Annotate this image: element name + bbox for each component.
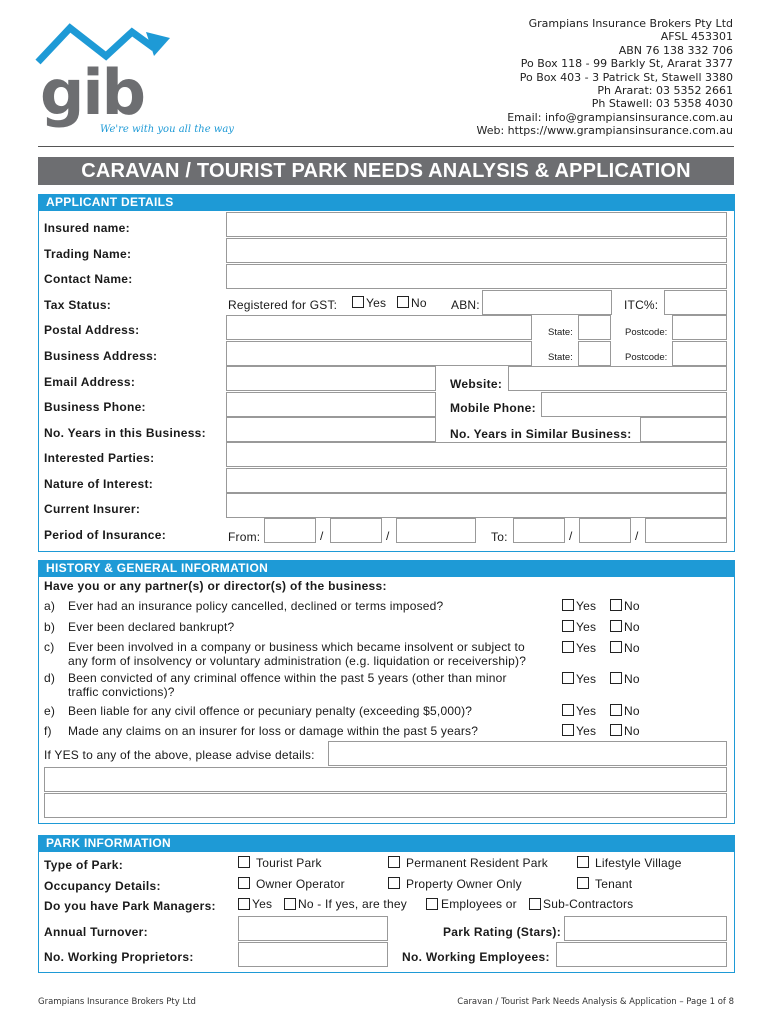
- question-b-no-label: No: [624, 620, 640, 634]
- managers-no-label: No - If yes, are they: [298, 897, 407, 911]
- managers-subcontractors-checkbox[interactable]: [529, 898, 541, 910]
- occupancy-label: Occupancy Details:: [44, 879, 161, 893]
- question-d-letter: d): [44, 671, 56, 685]
- postal-state-field[interactable]: [578, 315, 611, 340]
- question-d-text-line2: traffic convictions)?: [68, 685, 175, 699]
- to-sep-1: /: [569, 529, 573, 543]
- occupancy-owner-operator-label: Owner Operator: [256, 877, 345, 891]
- from-day-field[interactable]: [264, 518, 316, 543]
- company-website: Web: https://www.grampiansinsurance.com.au: [476, 124, 733, 138]
- postal-postcode-label: Postcode:: [625, 327, 668, 338]
- postal-postcode-field[interactable]: [672, 315, 727, 340]
- question-e-yes-checkbox[interactable]: [562, 704, 574, 716]
- occupancy-property-owner-checkbox[interactable]: [388, 877, 400, 889]
- details-field-2[interactable]: [44, 767, 727, 792]
- question-c-no-label: No: [624, 641, 640, 655]
- question-f-no-checkbox[interactable]: [610, 724, 622, 736]
- details-label: If YES to any of the above, please advise details:: [44, 748, 315, 762]
- itc-label: ITC%:: [624, 298, 659, 312]
- gst-label: Registered for GST:: [228, 298, 338, 312]
- interested-parties-label: Interested Parties:: [44, 451, 155, 465]
- question-b-yes-label: Yes: [576, 620, 597, 634]
- question-a-yes-label: Yes: [576, 599, 597, 613]
- question-c-yes-checkbox[interactable]: [562, 641, 574, 653]
- email-label: Email Address:: [44, 375, 136, 389]
- question-c-text: Ever been involved in a company or business which became insolvent or subject to: [68, 640, 525, 654]
- company-phone-stawell: Ph Stawell: 03 5358 4030: [591, 97, 733, 111]
- type-permanent-resident-checkbox[interactable]: [388, 856, 400, 868]
- annual-turnover-label: Annual Turnover:: [44, 925, 148, 939]
- working-proprietors-field[interactable]: [238, 942, 388, 967]
- details-field-3[interactable]: [44, 793, 727, 818]
- managers-employees-label: Employees or: [441, 897, 517, 911]
- mobile-phone-field[interactable]: [541, 392, 727, 417]
- period-label: Period of Insurance:: [44, 528, 167, 542]
- gst-no-label: No: [411, 296, 427, 310]
- history-intro: Have you or any partner(s) or director(s) of the business:: [44, 579, 387, 593]
- annual-turnover-field[interactable]: [238, 916, 388, 941]
- website-label: Website:: [450, 377, 503, 391]
- question-c-no-checkbox[interactable]: [610, 641, 622, 653]
- to-month-field[interactable]: [579, 518, 631, 543]
- insured-name-field[interactable]: [226, 212, 727, 237]
- postal-address-label: Postal Address:: [44, 323, 140, 337]
- managers-subcontractors-label: Sub-Contractors: [543, 897, 634, 911]
- question-b-no-checkbox[interactable]: [610, 620, 622, 632]
- question-d-text: Been convicted of any criminal offence within the past 5 years (other than minor: [68, 671, 507, 685]
- interested-parties-field[interactable]: [226, 442, 727, 467]
- managers-employees-checkbox[interactable]: [426, 898, 438, 910]
- business-phone-label: Business Phone:: [44, 400, 146, 414]
- question-e-no-label: No: [624, 704, 640, 718]
- question-b-letter: b): [44, 620, 56, 634]
- nature-interest-field[interactable]: [226, 468, 727, 493]
- itc-field[interactable]: [664, 290, 727, 315]
- nature-interest-label: Nature of Interest:: [44, 477, 154, 491]
- occupancy-tenant-checkbox[interactable]: [577, 877, 589, 889]
- question-a-letter: a): [44, 599, 56, 613]
- footer-page-info: Caravan / Tourist Park Needs Analysis & Application – Page 1 of 8: [457, 997, 734, 1007]
- from-year-field[interactable]: [396, 518, 476, 543]
- managers-yes-checkbox[interactable]: [238, 898, 250, 910]
- question-d-no-label: No: [624, 672, 640, 686]
- question-f-letter: f): [44, 724, 52, 738]
- question-e-letter: e): [44, 704, 56, 718]
- question-e-no-checkbox[interactable]: [610, 704, 622, 716]
- footer-company: Grampians Insurance Brokers Pty Ltd: [38, 997, 196, 1007]
- question-d-yes-checkbox[interactable]: [562, 672, 574, 684]
- business-state-label: State:: [548, 352, 573, 363]
- to-day-field[interactable]: [513, 518, 565, 543]
- company-address-ararat: Po Box 118 - 99 Barkly St, Ararat 3377: [520, 57, 733, 71]
- from-month-field[interactable]: [330, 518, 382, 543]
- question-c-yes-label: Yes: [576, 641, 597, 655]
- details-field-1[interactable]: [328, 741, 727, 766]
- from-sep-2: /: [386, 529, 390, 543]
- trading-name-field[interactable]: [226, 238, 727, 263]
- question-f-yes-label: Yes: [576, 724, 597, 738]
- period-from-label: From:: [228, 530, 261, 544]
- question-b-yes-checkbox[interactable]: [562, 620, 574, 632]
- mobile-phone-label: Mobile Phone:: [450, 401, 536, 415]
- park-heading: PARK INFORMATION: [38, 835, 735, 852]
- postal-address-field[interactable]: [226, 315, 532, 340]
- occupancy-tenant-label: Tenant: [595, 877, 633, 891]
- years-business-field[interactable]: [226, 417, 436, 442]
- years-business-label: No. Years in this Business:: [44, 426, 206, 440]
- business-phone-field[interactable]: [226, 392, 436, 417]
- company-details: [476, 17, 733, 138]
- history-heading: HISTORY & GENERAL INFORMATION: [38, 560, 735, 577]
- question-a-yes-checkbox[interactable]: [562, 599, 574, 611]
- logo-tagline: We're with you all the way: [100, 124, 234, 135]
- question-f-no-label: No: [624, 724, 640, 738]
- business-address-field[interactable]: [226, 341, 532, 366]
- years-similar-field[interactable]: [640, 417, 727, 442]
- company-address-stawell: Po Box 403 - 3 Patrick St, Stawell 3380: [519, 70, 733, 84]
- contact-name-label: Contact Name:: [44, 272, 133, 286]
- occupancy-owner-operator-checkbox[interactable]: [238, 877, 250, 889]
- insured-name-label: Insured name:: [44, 221, 130, 235]
- company-phone-ararat: Ph Ararat: 03 5352 2661: [597, 84, 733, 98]
- website-field[interactable]: [508, 366, 727, 391]
- page-title: CARAVAN / TOURIST PARK NEEDS ANALYSIS & APPLICATION: [38, 157, 734, 185]
- question-e-text: Been liable for any civil offence or pecuniary penalty (exceeding $5,000)?: [68, 704, 473, 718]
- question-a-text: Ever had an insurance policy cancelled, declined or terms imposed?: [68, 599, 444, 613]
- park-rating-label: Park Rating (Stars):: [443, 925, 562, 939]
- postal-state-label: State:: [548, 327, 573, 338]
- park-rating-field[interactable]: [564, 916, 727, 941]
- question-c-letter: c): [44, 640, 55, 654]
- gst-no-checkbox[interactable]: [397, 296, 409, 308]
- applicant-heading: APPLICANT DETAILS: [38, 194, 735, 211]
- abn-label: ABN:: [451, 298, 480, 312]
- gst-yes-checkbox[interactable]: [352, 296, 364, 308]
- managers-no-checkbox[interactable]: [284, 898, 296, 910]
- question-c-text-line2: any form of insolvency or voluntary administration (e.g. liquidation or receivership)?: [68, 654, 527, 668]
- email-field[interactable]: [226, 366, 436, 391]
- tax-status-label: Tax Status:: [44, 298, 112, 312]
- working-employees-label: No. Working Employees:: [402, 950, 550, 964]
- to-sep-2: /: [635, 529, 639, 543]
- company-abn: ABN 76 138 332 706: [618, 43, 733, 57]
- company-name: Grampians Insurance Brokers Pty Ltd: [528, 17, 733, 30]
- period-to-label: To:: [491, 530, 508, 544]
- question-e-yes-label: Yes: [576, 704, 597, 718]
- question-d-no-checkbox[interactable]: [610, 672, 622, 684]
- occupancy-property-owner-label: Property Owner Only: [406, 877, 522, 891]
- business-postcode-label: Postcode:: [625, 352, 668, 363]
- years-similar-label: No. Years in Similar Business:: [450, 427, 632, 441]
- question-f-text: Made any claims on an insurer for loss or damage within the past 5 years?: [68, 724, 479, 738]
- managers-yes-label: Yes: [252, 897, 273, 911]
- logo-wordmark: gib: [40, 56, 145, 129]
- question-b-text: Ever been declared bankrupt?: [68, 620, 235, 634]
- type-permanent-resident-label: Permanent Resident Park: [406, 856, 549, 870]
- question-a-no-label: No: [624, 599, 640, 613]
- park-managers-label: Do you have Park Managers:: [44, 899, 216, 913]
- to-year-field[interactable]: [645, 518, 727, 543]
- header-divider: [38, 146, 734, 147]
- type-lifestyle-village-checkbox[interactable]: [577, 856, 589, 868]
- business-address-label: Business Address:: [44, 349, 158, 363]
- business-postcode-field[interactable]: [672, 341, 727, 366]
- working-proprietors-label: No. Working Proprietors:: [44, 950, 194, 964]
- gst-yes-label: Yes: [366, 296, 387, 310]
- question-a-no-checkbox[interactable]: [610, 599, 622, 611]
- from-sep-1: /: [320, 529, 324, 543]
- company-afsl: AFSL 453301: [660, 30, 733, 44]
- question-f-yes-checkbox[interactable]: [562, 724, 574, 736]
- contact-name-field[interactable]: [226, 264, 727, 289]
- current-insurer-label: Current Insurer:: [44, 502, 141, 516]
- working-employees-field[interactable]: [556, 942, 727, 967]
- business-state-field[interactable]: [578, 341, 611, 366]
- type-of-park-label: Type of Park:: [44, 858, 124, 872]
- type-tourist-park-label: Tourist Park: [256, 856, 322, 870]
- trading-name-label: Trading Name:: [44, 247, 132, 261]
- abn-field[interactable]: [482, 290, 612, 315]
- type-lifestyle-village-label: Lifestyle Village: [595, 856, 682, 870]
- type-tourist-park-checkbox[interactable]: [238, 856, 250, 868]
- current-insurer-field[interactable]: [226, 493, 727, 518]
- company-email: Email: info@grampiansinsurance.com.au: [507, 110, 733, 124]
- question-d-yes-label: Yes: [576, 672, 597, 686]
